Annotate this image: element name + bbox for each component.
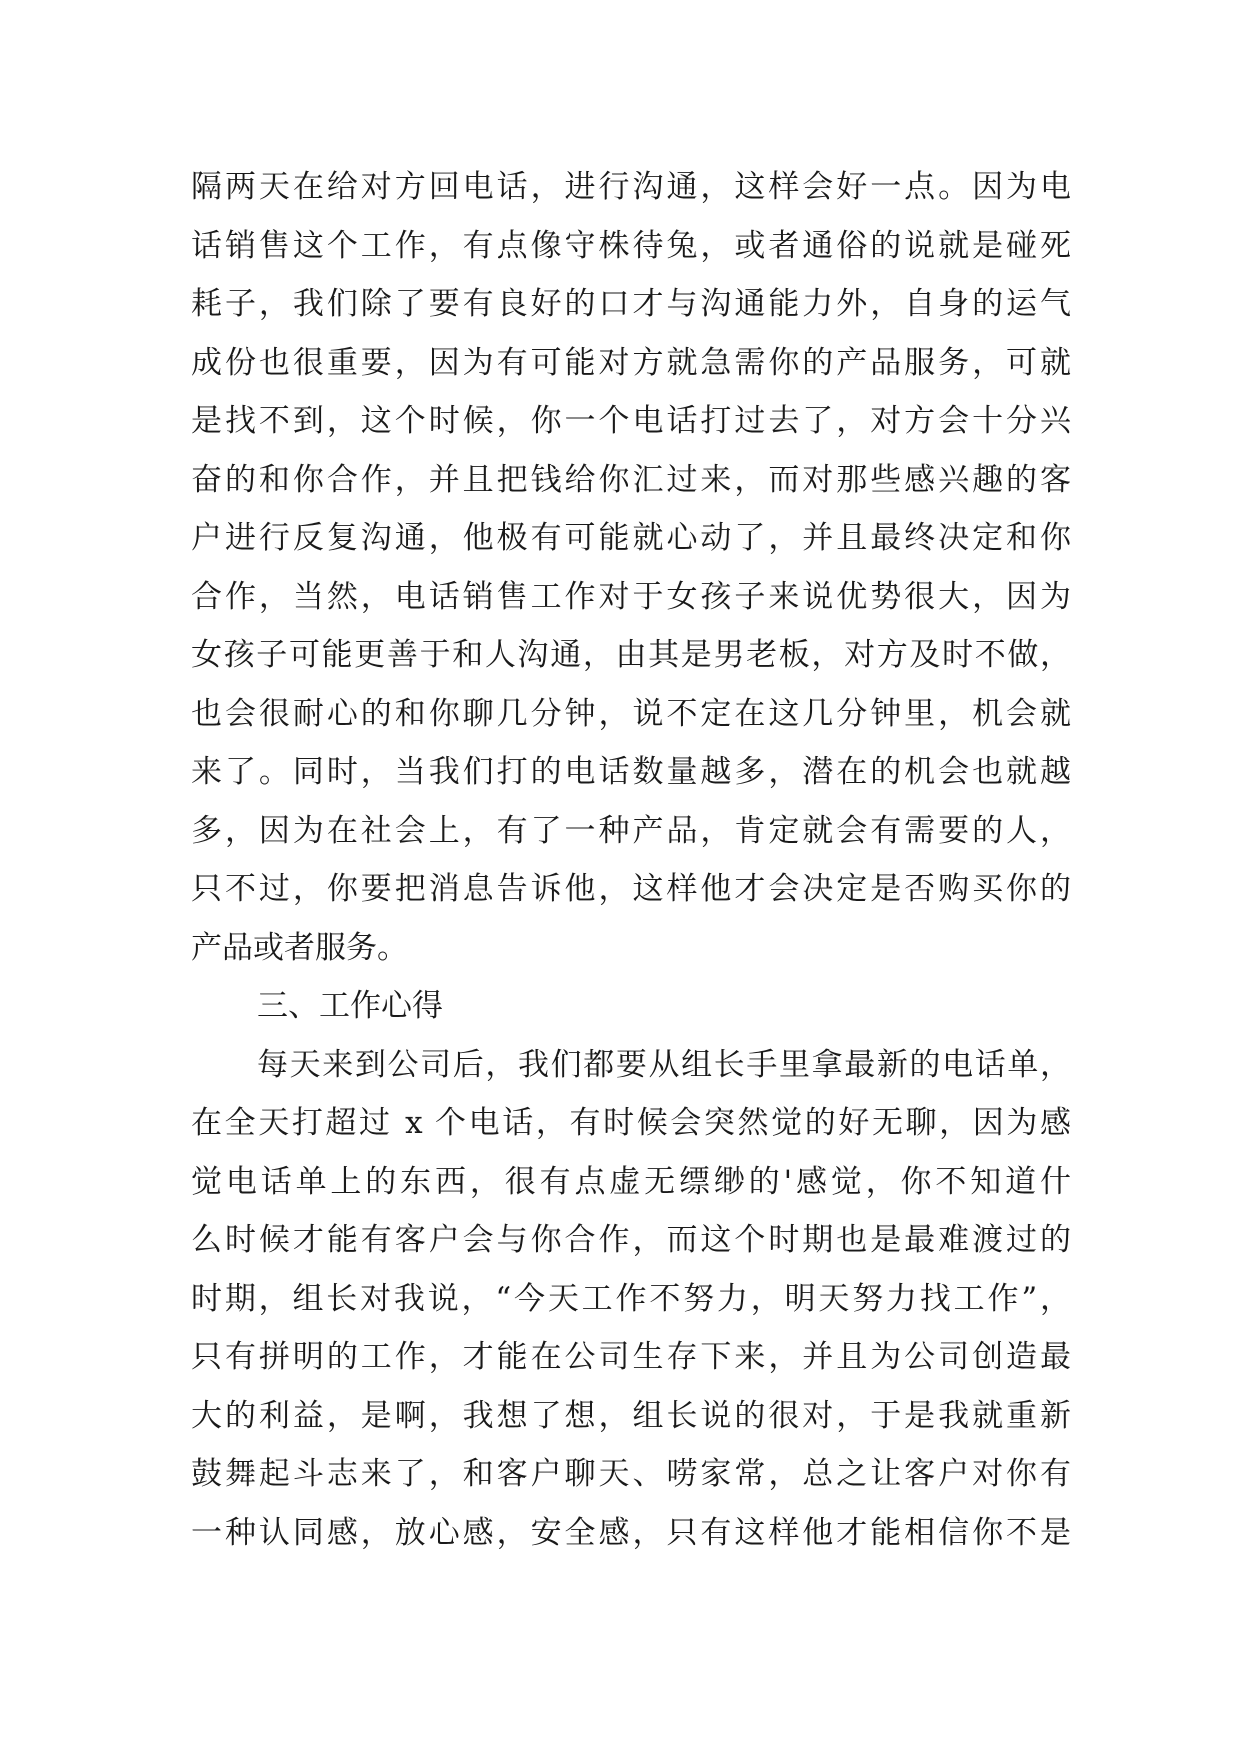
text-line: 时期，组长对我说，“今天工作不努力，明天努力找工作”， [191,1280,1071,1317]
text-line: 只有拼明的工作，才能在公司生存下来，并且为公司创造最 [191,1339,1071,1375]
text-line: 户进行反复沟通，他极有可能就心动了，并且最终决定和你 [191,520,1071,556]
text-line: 觉电话单上的东西，很有点虚无缥缈的'感觉，你不知道什 [191,1163,1071,1200]
text-line: 来了。同时，当我们打的电话数量越多，潜在的机会也就越 [191,754,1071,790]
text-line: 是找不到，这个时候，你一个电话打过去了，对方会十分兴 [191,403,1071,439]
text-line: 一种认同感，放心感，安全感，只有这样他才能相信你不是 [191,1514,1071,1551]
text-line: 产品或者服务。 [191,929,408,966]
text-line: 大的利益，是啊，我想了想，组长说的很对，于是我就重新 [191,1397,1071,1434]
text-line: 成份也很重要，因为有可能对方就急需你的产品服务，可就 [191,344,1071,381]
text-line: 也会很耐心的和你聊几分钟，说不定在这几分钟里，机会就 [191,695,1071,732]
text-line: 合作，当然，电话销售工作对于女孩子来说优势很大，因为 [191,578,1071,615]
text-line: 鼓舞起斗志来了，和客户聊天、唠家常，总之让客户对你有 [191,1456,1071,1492]
text-line: 在全天打超过 x 个电话，有时候会突然觉的好无聊，因为感 [191,1105,1071,1141]
text-line: 么时候才能有客户会与你合作，而这个时期也是最难渡过的 [191,1222,1071,1258]
body-text [191,158,1071,1562]
text-line: 女孩子可能更善于和人沟通，由其是男老板，对方及时不做， [191,637,1071,673]
text-line: 话销售这个工作，有点像守株待兔，或者通俗的说就是碰死 [191,227,1071,264]
section-heading: 三、工作心得 [257,988,443,1024]
text-line: 隔两天在给对方回电话，进行沟通，这样会好一点。因为电 [191,169,1071,205]
text-line: 只不过，你要把消息告诉他，这样他才会决定是否购买你的 [191,871,1071,907]
text-line: 多，因为在社会上，有了一种产品，肯定就会有需要的人， [191,812,1071,849]
text-line: 耗子，我们除了要有良好的口才与沟通能力外，自身的运气 [191,286,1071,322]
text-line: 每天来到公司后，我们都要从组长手里拿最新的电话单， [257,1046,1071,1083]
text-line: 奋的和你合作，并且把钱给你汇过来，而对那些感兴趣的客 [191,461,1071,498]
